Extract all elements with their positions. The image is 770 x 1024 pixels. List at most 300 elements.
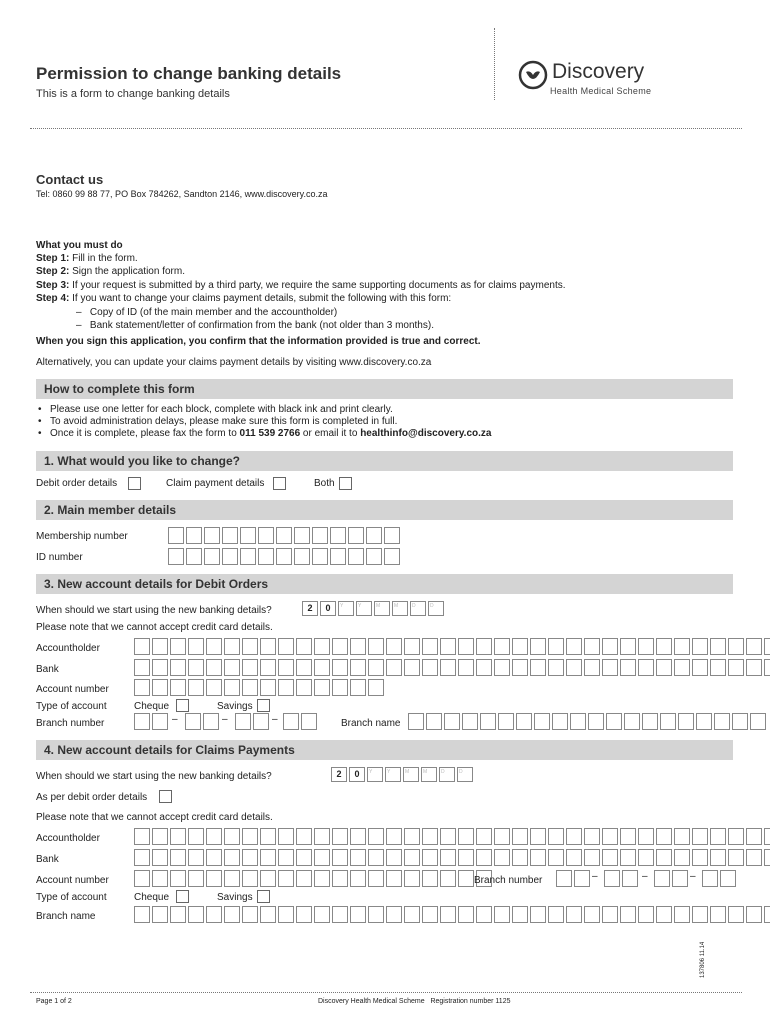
character-box[interactable]	[260, 828, 276, 845]
character-box[interactable]	[404, 870, 420, 887]
character-box[interactable]	[638, 849, 654, 866]
date-digit-box[interactable]: 0	[349, 767, 365, 782]
character-box[interactable]	[368, 828, 384, 845]
character-box[interactable]	[404, 849, 420, 866]
character-box[interactable]	[278, 828, 294, 845]
character-box[interactable]	[458, 828, 474, 845]
character-box[interactable]	[134, 828, 150, 845]
character-box[interactable]	[260, 906, 276, 923]
character-box[interactable]	[764, 906, 770, 923]
date-digit-box[interactable]: Y	[367, 767, 383, 782]
membership-number-input[interactable]	[168, 527, 402, 544]
character-box[interactable]	[674, 828, 690, 845]
character-box[interactable]	[530, 638, 546, 655]
character-box[interactable]	[203, 713, 219, 730]
character-box[interactable]	[330, 527, 346, 544]
character-box[interactable]	[566, 659, 582, 676]
character-box[interactable]	[258, 548, 274, 565]
character-box[interactable]	[548, 659, 564, 676]
character-box[interactable]	[242, 849, 258, 866]
character-box[interactable]	[260, 849, 276, 866]
character-box[interactable]	[674, 659, 690, 676]
claims-branch-number-input[interactable]	[556, 870, 592, 887]
character-box[interactable]	[584, 906, 600, 923]
debit-branch-number-input[interactable]	[185, 713, 221, 730]
character-box[interactable]	[314, 906, 330, 923]
character-box[interactable]	[368, 638, 384, 655]
character-box[interactable]	[330, 548, 346, 565]
character-box[interactable]	[242, 828, 258, 845]
character-box[interactable]	[296, 638, 312, 655]
character-box[interactable]	[422, 828, 438, 845]
claims-branch-number-input[interactable]	[604, 870, 640, 887]
debit-branch-number-input[interactable]	[283, 713, 319, 730]
character-box[interactable]	[168, 527, 184, 544]
character-box[interactable]	[368, 849, 384, 866]
character-box[interactable]	[728, 849, 744, 866]
character-box[interactable]	[638, 659, 654, 676]
character-box[interactable]	[692, 828, 708, 845]
character-box[interactable]	[602, 638, 618, 655]
character-box[interactable]	[368, 679, 384, 696]
character-box[interactable]	[548, 906, 564, 923]
character-box[interactable]	[152, 828, 168, 845]
character-box[interactable]	[296, 849, 312, 866]
character-box[interactable]	[170, 638, 186, 655]
character-box[interactable]	[134, 713, 150, 730]
character-box[interactable]	[348, 527, 364, 544]
character-box[interactable]	[674, 906, 690, 923]
character-box[interactable]	[134, 870, 150, 887]
character-box[interactable]	[674, 638, 690, 655]
email-link[interactable]: healthinfo@discovery.co.za	[360, 428, 492, 439]
character-box[interactable]	[134, 638, 150, 655]
character-box[interactable]	[642, 713, 658, 730]
character-box[interactable]	[620, 659, 636, 676]
character-box[interactable]	[764, 849, 770, 866]
character-box[interactable]	[422, 870, 438, 887]
character-box[interactable]	[710, 659, 726, 676]
character-box[interactable]	[548, 828, 564, 845]
character-box[interactable]	[384, 527, 400, 544]
character-box[interactable]	[242, 659, 258, 676]
character-box[interactable]	[386, 659, 402, 676]
character-box[interactable]	[552, 713, 568, 730]
character-box[interactable]	[368, 870, 384, 887]
character-box[interactable]	[638, 906, 654, 923]
character-box[interactable]	[692, 659, 708, 676]
debit-account-number-input[interactable]	[134, 679, 386, 696]
character-box[interactable]	[574, 870, 590, 887]
character-box[interactable]	[384, 548, 400, 565]
date-digit-box[interactable]: M	[374, 601, 390, 616]
character-box[interactable]	[332, 828, 348, 845]
character-box[interactable]	[240, 527, 256, 544]
character-box[interactable]	[548, 849, 564, 866]
character-box[interactable]	[260, 659, 276, 676]
character-box[interactable]	[332, 638, 348, 655]
character-box[interactable]	[458, 906, 474, 923]
character-box[interactable]	[260, 638, 276, 655]
character-box[interactable]	[314, 638, 330, 655]
date-digit-box[interactable]: D	[457, 767, 473, 782]
date-digit-box[interactable]: Y	[385, 767, 401, 782]
character-box[interactable]	[224, 870, 240, 887]
character-box[interactable]	[350, 659, 366, 676]
character-box[interactable]	[188, 849, 204, 866]
character-box[interactable]	[750, 713, 766, 730]
character-box[interactable]	[476, 849, 492, 866]
character-box[interactable]	[314, 828, 330, 845]
character-box[interactable]	[638, 638, 654, 655]
date-digit-box[interactable]: 2	[331, 767, 347, 782]
character-box[interactable]	[260, 870, 276, 887]
character-box[interactable]	[764, 659, 770, 676]
character-box[interactable]	[498, 713, 514, 730]
character-box[interactable]	[746, 828, 762, 845]
character-box[interactable]	[534, 713, 550, 730]
character-box[interactable]	[224, 828, 240, 845]
character-box[interactable]	[656, 659, 672, 676]
date-digit-box[interactable]: 0	[320, 601, 336, 616]
date-digit-box[interactable]: 2	[302, 601, 318, 616]
character-box[interactable]	[530, 828, 546, 845]
character-box[interactable]	[710, 638, 726, 655]
character-box[interactable]	[764, 828, 770, 845]
character-box[interactable]	[278, 870, 294, 887]
character-box[interactable]	[386, 849, 402, 866]
character-box[interactable]	[728, 828, 744, 845]
debit-accountholder-input[interactable]	[134, 638, 770, 655]
character-box[interactable]	[278, 679, 294, 696]
claims-branch-name-input[interactable]	[134, 906, 770, 923]
character-box[interactable]	[314, 659, 330, 676]
character-box[interactable]	[296, 906, 312, 923]
character-box[interactable]	[494, 638, 510, 655]
character-box[interactable]	[134, 906, 150, 923]
character-box[interactable]	[350, 906, 366, 923]
character-box[interactable]	[224, 638, 240, 655]
character-box[interactable]	[512, 849, 528, 866]
character-box[interactable]	[278, 849, 294, 866]
character-box[interactable]	[728, 638, 744, 655]
character-box[interactable]	[672, 870, 688, 887]
character-box[interactable]	[440, 828, 456, 845]
date-digit-box[interactable]: M	[403, 767, 419, 782]
character-box[interactable]	[188, 638, 204, 655]
character-box[interactable]	[350, 870, 366, 887]
character-box[interactable]	[620, 828, 636, 845]
character-box[interactable]	[332, 659, 348, 676]
character-box[interactable]	[584, 638, 600, 655]
debit-bank-input[interactable]	[134, 659, 770, 676]
character-box[interactable]	[624, 713, 640, 730]
character-box[interactable]	[368, 906, 384, 923]
character-box[interactable]	[222, 527, 238, 544]
character-box[interactable]	[458, 870, 474, 887]
character-box[interactable]	[222, 548, 238, 565]
character-box[interactable]	[458, 659, 474, 676]
character-box[interactable]	[422, 906, 438, 923]
character-box[interactable]	[422, 659, 438, 676]
character-box[interactable]	[186, 527, 202, 544]
character-box[interactable]	[188, 870, 204, 887]
character-box[interactable]	[710, 849, 726, 866]
character-box[interactable]	[296, 659, 312, 676]
character-box[interactable]	[556, 870, 572, 887]
character-box[interactable]	[186, 548, 202, 565]
character-box[interactable]	[480, 713, 496, 730]
character-box[interactable]	[204, 548, 220, 565]
character-box[interactable]	[404, 659, 420, 676]
character-box[interactable]	[368, 659, 384, 676]
character-box[interactable]	[764, 638, 770, 655]
character-box[interactable]	[516, 713, 532, 730]
character-box[interactable]	[168, 548, 184, 565]
character-box[interactable]	[206, 906, 222, 923]
character-box[interactable]	[404, 828, 420, 845]
character-box[interactable]	[714, 713, 730, 730]
character-box[interactable]	[278, 659, 294, 676]
debit-start-date-input[interactable]	[302, 601, 446, 616]
character-box[interactable]	[606, 713, 622, 730]
character-box[interactable]	[746, 849, 762, 866]
character-box[interactable]	[242, 679, 258, 696]
character-box[interactable]	[170, 679, 186, 696]
character-box[interactable]	[206, 659, 222, 676]
character-box[interactable]	[332, 906, 348, 923]
character-box[interactable]	[604, 870, 620, 887]
character-box[interactable]	[332, 679, 348, 696]
character-box[interactable]	[530, 659, 546, 676]
character-box[interactable]	[702, 870, 718, 887]
character-box[interactable]	[235, 713, 251, 730]
character-box[interactable]	[728, 906, 744, 923]
date-digit-box[interactable]: D	[410, 601, 426, 616]
character-box[interactable]	[283, 713, 299, 730]
character-box[interactable]	[188, 679, 204, 696]
date-digit-box[interactable]: M	[421, 767, 437, 782]
character-box[interactable]	[426, 713, 442, 730]
character-box[interactable]	[294, 527, 310, 544]
character-box[interactable]	[462, 713, 478, 730]
character-box[interactable]	[386, 828, 402, 845]
character-box[interactable]	[440, 659, 456, 676]
character-box[interactable]	[296, 870, 312, 887]
character-box[interactable]	[301, 713, 317, 730]
character-box[interactable]	[386, 638, 402, 655]
character-box[interactable]	[476, 828, 492, 845]
character-box[interactable]	[170, 828, 186, 845]
character-box[interactable]	[494, 659, 510, 676]
character-box[interactable]	[296, 828, 312, 845]
character-box[interactable]	[566, 849, 582, 866]
character-box[interactable]	[494, 906, 510, 923]
character-box[interactable]	[404, 906, 420, 923]
character-box[interactable]	[386, 870, 402, 887]
character-box[interactable]	[314, 849, 330, 866]
character-box[interactable]	[422, 849, 438, 866]
character-box[interactable]	[206, 679, 222, 696]
character-box[interactable]	[134, 849, 150, 866]
debit-savings-checkbox[interactable]	[257, 699, 270, 712]
character-box[interactable]	[710, 906, 726, 923]
character-box[interactable]	[206, 638, 222, 655]
character-box[interactable]	[366, 527, 382, 544]
character-box[interactable]	[134, 679, 150, 696]
character-box[interactable]	[732, 713, 748, 730]
character-box[interactable]	[476, 906, 492, 923]
character-box[interactable]	[152, 638, 168, 655]
character-box[interactable]	[242, 870, 258, 887]
character-box[interactable]	[440, 870, 456, 887]
character-box[interactable]	[314, 870, 330, 887]
claims-bank-input[interactable]	[134, 849, 770, 866]
claim-payment-checkbox[interactable]	[273, 477, 286, 490]
character-box[interactable]	[224, 906, 240, 923]
date-digit-box[interactable]: M	[392, 601, 408, 616]
claims-accountholder-input[interactable]	[134, 828, 770, 845]
character-box[interactable]	[440, 849, 456, 866]
character-box[interactable]	[720, 870, 736, 887]
character-box[interactable]	[350, 849, 366, 866]
character-box[interactable]	[386, 906, 402, 923]
id-number-input[interactable]	[168, 548, 402, 565]
claims-account-number-input[interactable]	[134, 870, 494, 887]
character-box[interactable]	[314, 679, 330, 696]
character-box[interactable]	[654, 870, 670, 887]
character-box[interactable]	[602, 906, 618, 923]
character-box[interactable]	[696, 713, 712, 730]
character-box[interactable]	[584, 849, 600, 866]
date-digit-box[interactable]: Y	[338, 601, 354, 616]
debit-order-checkbox[interactable]	[128, 477, 141, 490]
character-box[interactable]	[692, 638, 708, 655]
character-box[interactable]	[440, 638, 456, 655]
character-box[interactable]	[240, 548, 256, 565]
character-box[interactable]	[584, 828, 600, 845]
character-box[interactable]	[476, 638, 492, 655]
character-box[interactable]	[566, 906, 582, 923]
character-box[interactable]	[278, 638, 294, 655]
character-box[interactable]	[548, 638, 564, 655]
character-box[interactable]	[206, 828, 222, 845]
character-box[interactable]	[530, 849, 546, 866]
character-box[interactable]	[312, 527, 328, 544]
character-box[interactable]	[404, 638, 420, 655]
character-box[interactable]	[602, 849, 618, 866]
character-box[interactable]	[566, 828, 582, 845]
character-box[interactable]	[350, 638, 366, 655]
character-box[interactable]	[656, 906, 672, 923]
character-box[interactable]	[206, 849, 222, 866]
character-box[interactable]	[570, 713, 586, 730]
character-box[interactable]	[170, 659, 186, 676]
character-box[interactable]	[678, 713, 694, 730]
claims-branch-number-input[interactable]	[654, 870, 690, 887]
character-box[interactable]	[170, 870, 186, 887]
character-box[interactable]	[656, 849, 672, 866]
character-box[interactable]	[622, 870, 638, 887]
character-box[interactable]	[512, 906, 528, 923]
character-box[interactable]	[422, 638, 438, 655]
character-box[interactable]	[188, 906, 204, 923]
debit-cheque-checkbox[interactable]	[176, 699, 189, 712]
character-box[interactable]	[620, 906, 636, 923]
character-box[interactable]	[584, 659, 600, 676]
character-box[interactable]	[276, 548, 292, 565]
character-box[interactable]	[444, 713, 460, 730]
character-box[interactable]	[152, 870, 168, 887]
character-box[interactable]	[530, 906, 546, 923]
character-box[interactable]	[602, 659, 618, 676]
character-box[interactable]	[660, 713, 676, 730]
date-digit-box[interactable]: Y	[356, 601, 372, 616]
character-box[interactable]	[332, 870, 348, 887]
character-box[interactable]	[728, 659, 744, 676]
character-box[interactable]	[312, 548, 328, 565]
debit-branch-number-input[interactable]	[235, 713, 271, 730]
character-box[interactable]	[656, 638, 672, 655]
character-box[interactable]	[350, 828, 366, 845]
character-box[interactable]	[692, 849, 708, 866]
character-box[interactable]	[458, 638, 474, 655]
character-box[interactable]	[170, 849, 186, 866]
character-box[interactable]	[746, 638, 762, 655]
character-box[interactable]	[152, 713, 168, 730]
character-box[interactable]	[206, 870, 222, 887]
character-box[interactable]	[602, 828, 618, 845]
character-box[interactable]	[260, 679, 276, 696]
character-box[interactable]	[188, 828, 204, 845]
character-box[interactable]	[620, 638, 636, 655]
character-box[interactable]	[512, 659, 528, 676]
character-box[interactable]	[296, 679, 312, 696]
character-box[interactable]	[512, 828, 528, 845]
character-box[interactable]	[253, 713, 269, 730]
character-box[interactable]	[512, 638, 528, 655]
both-checkbox[interactable]	[339, 477, 352, 490]
claims-savings-checkbox[interactable]	[257, 890, 270, 903]
character-box[interactable]	[638, 828, 654, 845]
character-box[interactable]	[458, 849, 474, 866]
character-box[interactable]	[188, 659, 204, 676]
character-box[interactable]	[332, 849, 348, 866]
character-box[interactable]	[170, 906, 186, 923]
debit-branch-name-input[interactable]	[408, 713, 768, 730]
date-digit-box[interactable]: D	[428, 601, 444, 616]
claims-branch-number-input[interactable]	[702, 870, 738, 887]
date-digit-box[interactable]: D	[439, 767, 455, 782]
character-box[interactable]	[224, 659, 240, 676]
character-box[interactable]	[242, 906, 258, 923]
character-box[interactable]	[440, 906, 456, 923]
character-box[interactable]	[348, 548, 364, 565]
character-box[interactable]	[350, 679, 366, 696]
character-box[interactable]	[588, 713, 604, 730]
character-box[interactable]	[152, 849, 168, 866]
character-box[interactable]	[408, 713, 424, 730]
claims-start-date-input[interactable]	[331, 767, 475, 782]
character-box[interactable]	[746, 659, 762, 676]
character-box[interactable]	[746, 906, 762, 923]
character-box[interactable]	[476, 659, 492, 676]
character-box[interactable]	[656, 828, 672, 845]
character-box[interactable]	[494, 828, 510, 845]
character-box[interactable]	[185, 713, 201, 730]
character-box[interactable]	[620, 849, 636, 866]
character-box[interactable]	[566, 638, 582, 655]
